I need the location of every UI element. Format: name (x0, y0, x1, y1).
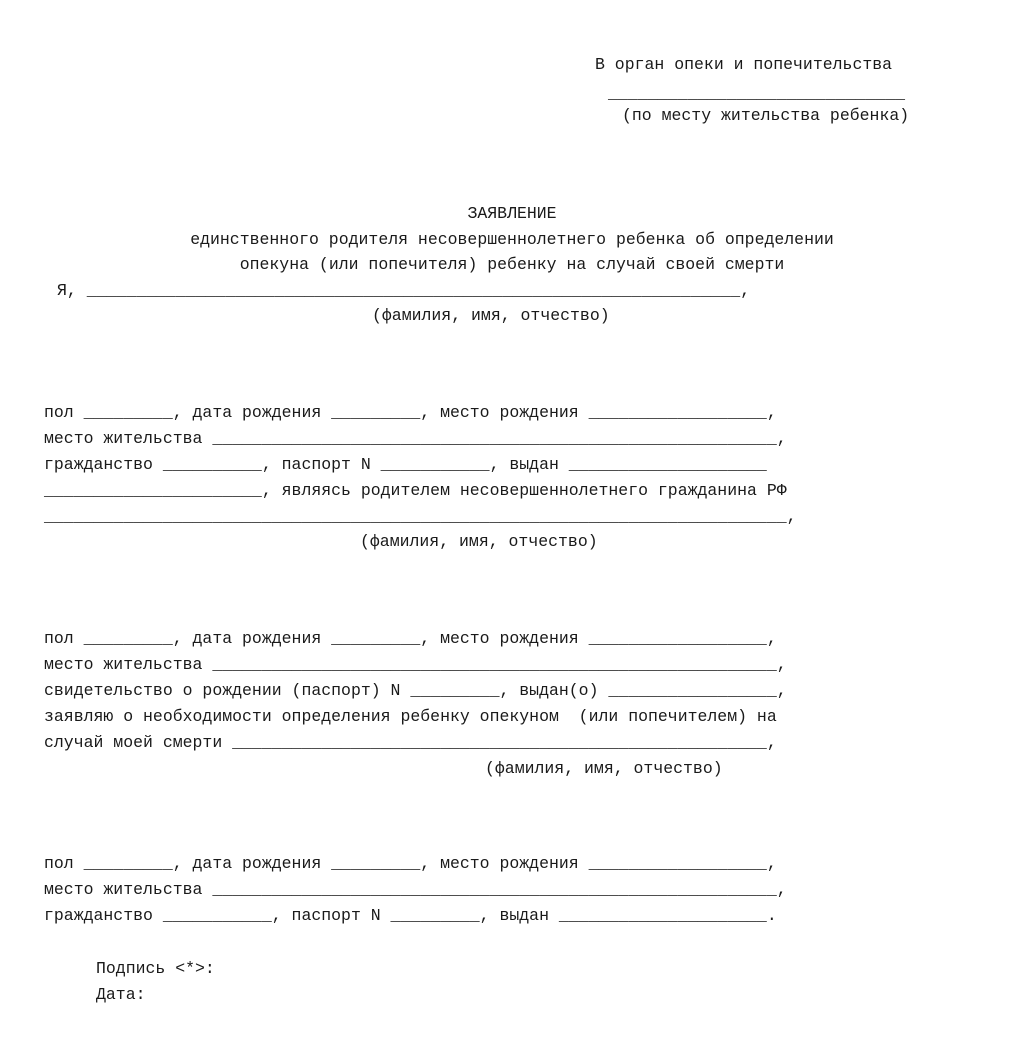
guardian-line-sex-birth: пол _________, дата рождения _________, место рождения __________________, (44, 854, 777, 873)
applicant-name-hint: (фамилия, имя, отчество) (372, 306, 610, 325)
guardian-name-hint: (фамилия, имя, отчество) (485, 759, 723, 778)
recipient-blank-line: ______________________________ (608, 84, 906, 103)
recipient-line: В орган опеки и попечительства (595, 55, 893, 74)
applicant-line-residence: место жительства _________________________________________________________, (44, 429, 787, 448)
child-line-sex-birth: пол _________, дата рождения _________, место рождения __________________, (44, 629, 777, 648)
child-line-certificate: свидетельство о рождении (паспорт) N _________, выдан(о) _________________, (44, 681, 787, 700)
document-title: ЗАЯВЛЕНИЕ (467, 204, 557, 223)
applicant-line-parent: ______________________, являясь родителем несовершеннолетнего гражданина РФ (44, 481, 787, 500)
document-subtitle-line1: единственного родителя несовершеннолетнего ребенка об определении (190, 230, 834, 249)
applicant-line-sex-birth: пол _________, дата рождения _________, место рождения __________________, (44, 403, 777, 422)
child-line-declaration: заявляю о необходимости определения ребенку опекуном (или попечителем) на (44, 707, 777, 726)
recipient-note: (по месту жительства ребенка) (622, 106, 910, 125)
signature-label: Подпись <*>: (96, 959, 215, 978)
document-subtitle-line2: опекуна (или попечителя) ребенку на случай своей смерти (239, 255, 785, 274)
child-name-line: ___________________________________________________________________________, (44, 507, 797, 526)
applicant-name-line: Я, __________________________________________________________________, (57, 281, 751, 300)
applicant-line-passport: гражданство __________, паспорт N ___________, выдан ____________________ (44, 455, 767, 474)
guardian-line-residence: место жительства _________________________________________________________, (44, 880, 787, 899)
guardian-line-passport: гражданство ___________, паспорт N _________, выдан _____________________. (44, 906, 777, 925)
date-label: Дата: (96, 985, 146, 1004)
child-name-hint: (фамилия, имя, отчество) (360, 532, 598, 551)
child-line-residence: место жительства _________________________________________________________, (44, 655, 787, 674)
guardian-name-line: случай моей смерти ______________________________________________________, (44, 733, 777, 752)
